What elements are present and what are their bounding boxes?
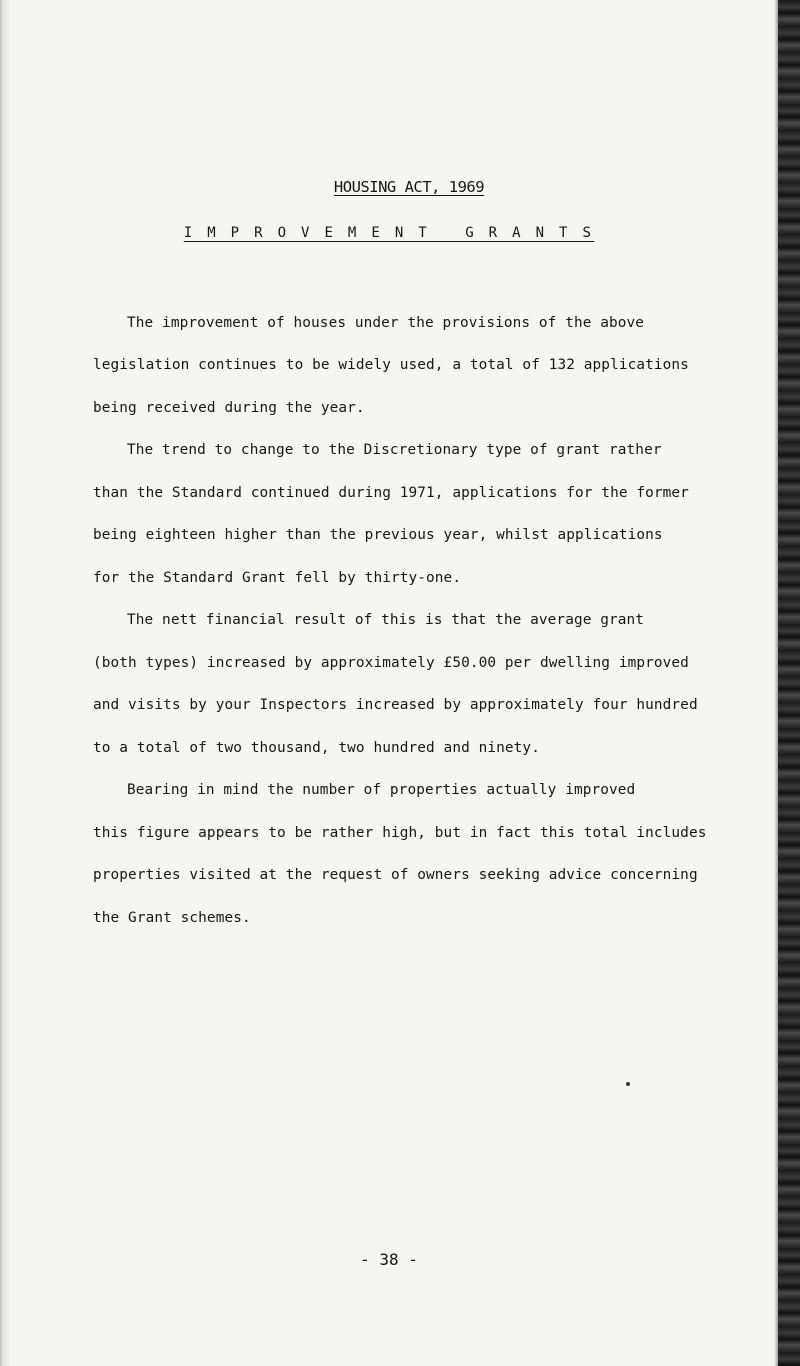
paragraph-line: properties visited at the request of owners seeking advice concerning <box>93 867 698 883</box>
paragraph-line: the Grant schemes. <box>93 910 251 926</box>
paragraph-line: than the Standard continued during 1971, applications for the former <box>93 485 689 501</box>
paragraph-line: The improvement of houses under the provisions of the above <box>127 315 645 331</box>
document-subtitle: I M P R O V E M E N T G R A N T S <box>183 225 595 241</box>
paragraph-line: to a total of two thousand, two hundred and ninety. <box>93 740 540 756</box>
paragraph-line: this figure appears to be rather high, but in fact this total includes <box>93 825 707 841</box>
paragraph-line: being received during the year. <box>93 400 365 416</box>
paragraph-line: Bearing in mind the number of properties actually improved <box>127 782 636 798</box>
paragraph-line: legislation continues to be widely used, a total of 132 applications <box>93 357 689 373</box>
paragraph-line: (both types) increased by approximately £50.00 per dwelling improved <box>93 655 689 671</box>
page-left-edge <box>0 0 9 1366</box>
paragraph-line: The trend to change to the Discretionary type of grant rather <box>127 442 662 458</box>
page-number: - 38 - <box>360 1250 418 1269</box>
document-title: HOUSING ACT, 1969 <box>333 178 485 196</box>
paragraph-line: being eighteen higher than the previous year, whilst applications <box>93 527 663 543</box>
paragraph-line: for the Standard Grant fell by thirty-one. <box>93 570 462 586</box>
paragraph-line: The nett financial result of this is that the average grant <box>127 612 645 628</box>
scan-speck <box>626 1082 630 1086</box>
scan-right-edge <box>778 0 800 1366</box>
paragraph-line: and visits by your Inspectors increased by approximately four hundred <box>93 697 698 713</box>
